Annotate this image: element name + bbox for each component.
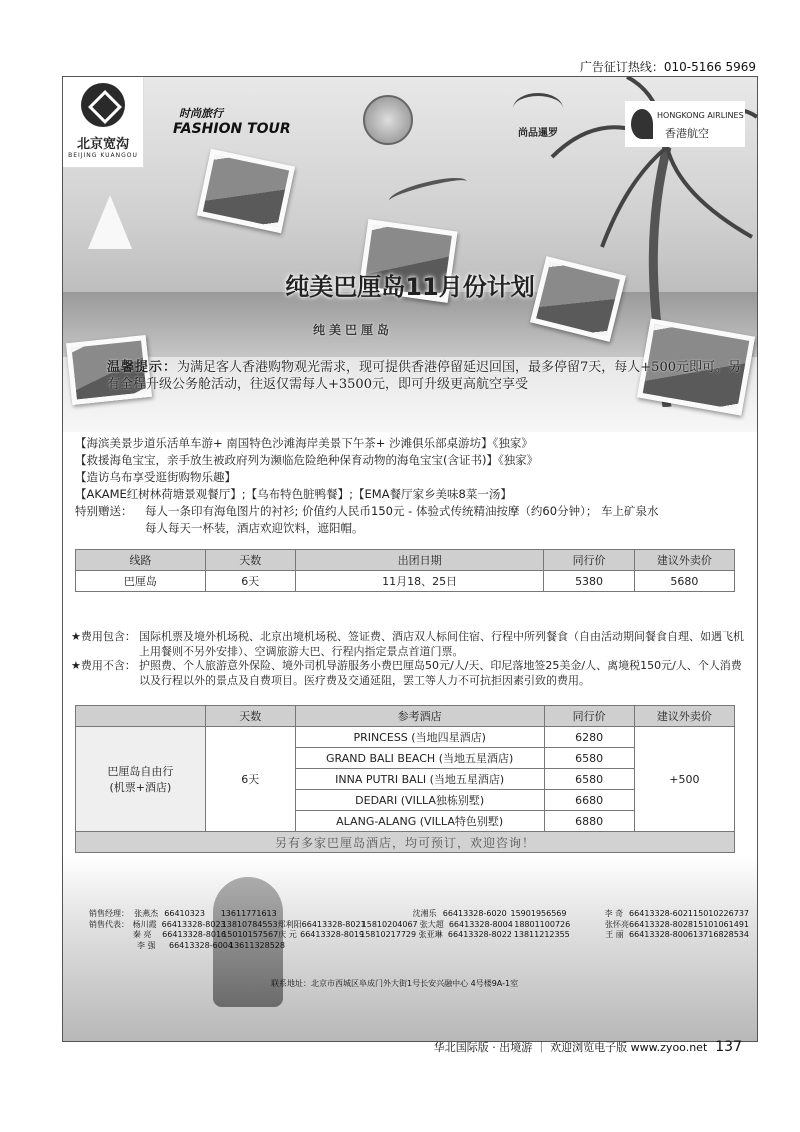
cell-hotel: DEDARI (VILLA独栋别墅) <box>295 790 544 811</box>
hotel-note: 另有多家巴厘岛酒店，均可预订，欢迎咨询！ <box>76 832 735 853</box>
contact-name: 秦 亮 <box>132 930 152 939</box>
contact-name: 沈湘乐 <box>412 909 437 918</box>
fee-include <box>71 630 751 659</box>
beijing-kuangou-logo <box>63 77 144 168</box>
contact-mobile: 13716828534 <box>693 930 749 939</box>
contact-role <box>89 930 133 941</box>
contact-phone: 66413328-8006 <box>629 930 693 939</box>
special-gift <box>75 503 747 537</box>
col-days: 天数 <box>205 550 295 571</box>
temple-emblem-icon <box>363 95 413 145</box>
cell-peer-price: 6580 <box>544 748 634 769</box>
contact-phone: 66410323 <box>164 909 205 918</box>
fee-exclude-label: ★费用不含： <box>71 659 136 672</box>
hk-airlines-cn: 香港航空 <box>665 127 709 140</box>
cell-retail-price: 5680 <box>634 571 734 592</box>
contact-list <box>89 909 749 951</box>
contact-row <box>89 930 749 941</box>
kuangou-name-cn: 北京宽沟 <box>76 137 129 152</box>
page-title: 纯美巴厘岛11月份计划 <box>285 273 535 301</box>
col-date: 出团日期 <box>295 550 544 571</box>
group-price-table <box>75 549 735 592</box>
cell-peer-price: 6580 <box>544 769 634 790</box>
warm-tip <box>107 359 747 393</box>
shangpin-siam-logo <box>503 93 573 139</box>
page-number: 137 <box>715 1039 742 1055</box>
contact-phone: 66413328-6020 <box>442 909 507 918</box>
fashion-tour-en: FASHION TOUR <box>173 121 291 137</box>
cell-peer-price: 5380 <box>544 571 634 592</box>
fee-notes <box>71 630 751 688</box>
gift-label: 特别赠送： <box>75 504 133 518</box>
cell-days: 6天 <box>205 727 295 832</box>
contact-name: 王 丽 <box>605 930 624 939</box>
contact-row <box>89 909 749 920</box>
contact-mobile: 15010157567 <box>222 930 279 939</box>
contact-mobile: 13810784553 <box>221 919 278 929</box>
cell-retail-price: +500 <box>634 727 734 832</box>
col-route: 线路 <box>76 550 206 571</box>
contact-mobile: 15101061491 <box>693 919 750 929</box>
cell-route <box>76 727 206 832</box>
contact-name: 李 奇 <box>604 909 624 918</box>
contact-empty <box>290 909 412 920</box>
contact-phone: 66413328-6004 <box>169 940 233 950</box>
contact-address: 联系地址：北京市西城区阜成门外大街1号长安兴融中心 4号楼9A-1室 <box>271 979 519 988</box>
contact-phone: 66413328-8021 <box>301 919 366 929</box>
shangpin-arc-icon <box>513 93 563 124</box>
shangpin-name: 尚品暹罗 <box>518 128 558 139</box>
page-subtitle: 纯美巴厘岛 <box>313 323 394 337</box>
col-days: 天数 <box>205 706 295 727</box>
col-peer-price: 同行价 <box>544 706 634 727</box>
table-note-row <box>76 832 735 853</box>
seagull-icon <box>387 173 469 210</box>
col-route <box>76 706 206 727</box>
ad-frame <box>62 76 758 1042</box>
gift-text <box>145 503 658 537</box>
contact-role: 销售经理： <box>89 909 129 918</box>
col-hotel: 参考酒店 <box>295 706 544 727</box>
col-retail-price: 建议外卖价 <box>634 550 734 571</box>
table-row <box>76 727 735 748</box>
cell-hotel: GRAND BALI BEACH (当地五星酒店) <box>295 748 544 769</box>
contact-phone: 66413328-8019 <box>300 930 365 939</box>
fee-exclude-text: 护照费、个人旅游意外保险、境外司机导游服务小费巴厘岛50元/人/天、印尼落地签25美金/人、离境税150元/人、个人消费以及行程以外的景点及自费项目。医疗费及交通延阻，罢工等人力不可抗拒因素引致的费用。 <box>139 659 742 687</box>
contact-phone: 66413328-8016 <box>162 930 227 939</box>
contact-mobile: 15810217729 <box>360 930 417 939</box>
table-header-row <box>76 706 735 727</box>
contact-mobile: 18801100726 <box>514 919 571 929</box>
feature-item: 【造访乌布享受逛街购物乐趣】 <box>75 470 236 484</box>
cell-hotel: PRINCESS (当地四星酒店) <box>295 727 544 748</box>
hongkong-airlines-logo <box>625 101 745 147</box>
table-row <box>76 571 735 592</box>
contact-name: 张亚琳 <box>418 930 443 939</box>
cell-hotel: ALANG-ALANG (VILLA特色别墅) <box>295 811 544 832</box>
contact-mobile: 15010226737 <box>693 909 750 918</box>
cell-date: 11月18、25日 <box>295 571 544 592</box>
contact-name: 张燕杰 <box>134 909 159 918</box>
contact-mobile: 13811212355 <box>513 930 570 939</box>
contact-row <box>89 920 749 931</box>
contact-name: 杨川霞 <box>132 919 157 929</box>
col-peer-price: 同行价 <box>544 550 634 571</box>
kuangou-emblem-icon <box>81 83 125 127</box>
contact-role <box>89 941 137 952</box>
contact-mobile: 13611328528 <box>229 940 285 950</box>
free-travel-table <box>75 705 735 853</box>
contact-name: 郑利阳 <box>277 919 302 929</box>
publication-line: 华北国际版 · 出境游 ｜ 欢迎浏览电子版 www.zyoo.net <box>433 1041 708 1054</box>
cell-peer-price: 6880 <box>544 811 634 832</box>
cell-hotel: INNA PUTRI BALI (当地五星酒店) <box>295 769 544 790</box>
fee-exclude <box>71 659 751 688</box>
contact-mobile: 15810204067 <box>361 919 418 929</box>
contact-phone: 66413328-8022 <box>447 930 512 939</box>
contact-row <box>89 941 749 952</box>
cell-days: 6天 <box>205 571 295 592</box>
contact-name: 李 强 <box>137 940 156 950</box>
hk-airlines-en: HONGKONG AIRLINES <box>657 111 744 120</box>
page-footer <box>434 1039 742 1055</box>
fashion-tour-logo <box>173 105 291 137</box>
beach-banner <box>63 77 757 427</box>
table-header-row <box>76 550 735 571</box>
sailboat-icon <box>88 195 132 249</box>
ad-hotline: 广告征订热线：010-5166 5969 <box>579 60 756 74</box>
island-photo <box>197 149 295 233</box>
col-retail-price: 建议外卖价 <box>634 706 734 727</box>
fee-include-label: ★费用包含： <box>71 630 136 643</box>
contact-phone: 66413328-8028 <box>629 919 694 929</box>
contact-role: 销售代表： <box>89 919 129 929</box>
gift-line-2: 每人每天一杯装，酒店欢迎饮料，遮阳帽。 <box>145 521 364 535</box>
feature-item: 【AKAME红树林荷塘景观餐厅】;【乌布特色脏鸭餐】;【EMA餐厅家乡美味8菜一汤】 <box>75 487 512 501</box>
feature-item: 【海滨美景步道乐活单车游+ 南国特色沙滩海岸美景下午茶+ 沙滩俱乐部桌游坊】《独家》 <box>75 436 533 450</box>
warm-tip-label: 温馨提示： <box>107 360 178 375</box>
contact-name: 庆 元 <box>278 930 297 939</box>
contact-phone: 66413328-8023 <box>161 919 226 929</box>
cell-route: 巴厘岛 <box>76 571 206 592</box>
contact-name: 张怀亮 <box>605 919 630 929</box>
fashion-tour-cn: 时尚旅行 <box>179 107 223 120</box>
feature-list <box>75 435 747 537</box>
contact-mobile: 15901956569 <box>510 909 567 918</box>
contact-mobile: 13611771613 <box>220 909 277 918</box>
cell-peer-price: 6680 <box>544 790 634 811</box>
feature-item: 【救援海龟宝宝，亲手放生被政府列为濒临危险绝种保育动物的海龟宝宝(含证书)】《独家》 <box>75 453 539 467</box>
route-name: 巴厘岛自由行 <box>107 765 174 778</box>
kuangou-name-en: BEIJING KUANGOU <box>68 152 138 159</box>
hk-airlines-mark-icon <box>631 109 653 139</box>
contact-phone: 66413328-6021 <box>629 909 694 918</box>
cell-peer-price: 6280 <box>544 727 634 748</box>
contact-phone: 66413328-8004 <box>448 919 513 929</box>
warm-tip-text: 为满足客人香港购物观光需求，现可提供香港停留延迟回国，最多停留7天，每人+500元即可。另有全程升级公务舱活动，往返仅需每人+3500元，即可升级更高航空享受 <box>107 360 741 392</box>
fee-include-text: 国际机票及境外机场税、北京出境机场税、签证费、酒店双人标间住宿、行程中所列餐食（自由活动期间餐食自理、如遇飞机上用餐则不另外安排）、空调旅游大巴、行程内指定景点首道门票。 <box>139 630 744 658</box>
gift-line-1: 每人一条印有海龟图片的衬衫; 价值约人民币150元 - 体验式传统精油按摩（约60分钟）； 车上矿泉水 <box>145 504 659 518</box>
contact-name: 张大超 <box>419 919 444 929</box>
route-sub: (机票+酒店) <box>109 781 172 794</box>
